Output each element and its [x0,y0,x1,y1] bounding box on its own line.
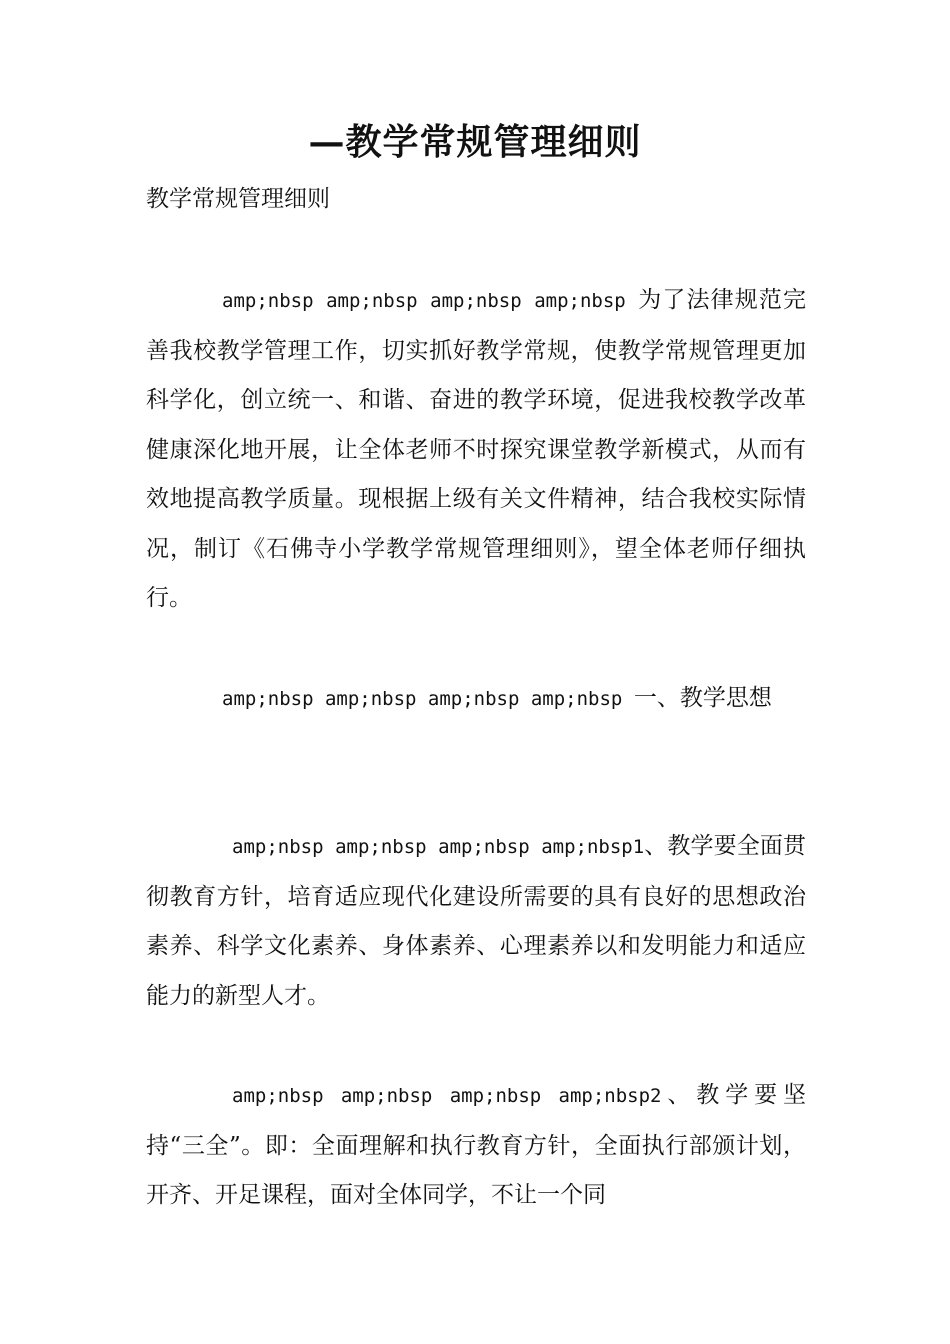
paragraph-item-1 [146,822,806,1021]
document-title: —教学常规管理细则 [308,121,642,163]
paragraph-text: 为了法律规范完善我校教学管理工作，切实抓好教学常规，使教学常规管理更加科学化，创立统一、和谐、奋进的教学环境，促进我校教学改革健康深化地开展，让全体老师不时探究课堂教学新模式，从而有效地提高教学质量。现根据上级有关文件精神，结合我校实际情况，制订《石佛寺小学教学常规管理细则》，望全体老师仔细执行。 [146,287,806,611]
paragraph-prefix: amp;nbsp amp;nbsp amp;nbsp amp;nbsp1 [232,836,645,858]
paragraph-text: 一、教学思想 [633,685,772,711]
paragraph-prefix: amp;nbsp amp;nbsp amp;nbsp amp;nbsp2 [232,1085,662,1107]
paragraph-intro [146,276,806,624]
paragraph-item-2 [146,1071,806,1221]
paragraph-text: 、教学要全面贯彻教育方针，培育适应现代化建设所需要的具有良好的思想政治素养、科学文化素养、身体素养、心理素养以和发明能力和适应能力的新型人才。 [146,833,807,1009]
paragraph-section-heading [146,674,806,725]
document-subtitle: 教学常规管理细则 [146,186,330,212]
paragraph-text: 、教学要坚持“三全”。即：全面理解和执行教育方针，全面执行部颁计划，开齐、开足课程，面对全体同学，不让一个同 [146,1082,806,1208]
paragraph-prefix: amp;nbsp amp;nbsp amp;nbsp amp;nbsp [222,688,634,710]
paragraph-prefix: amp;nbsp amp;nbsp amp;nbsp amp;nbsp [222,290,639,312]
